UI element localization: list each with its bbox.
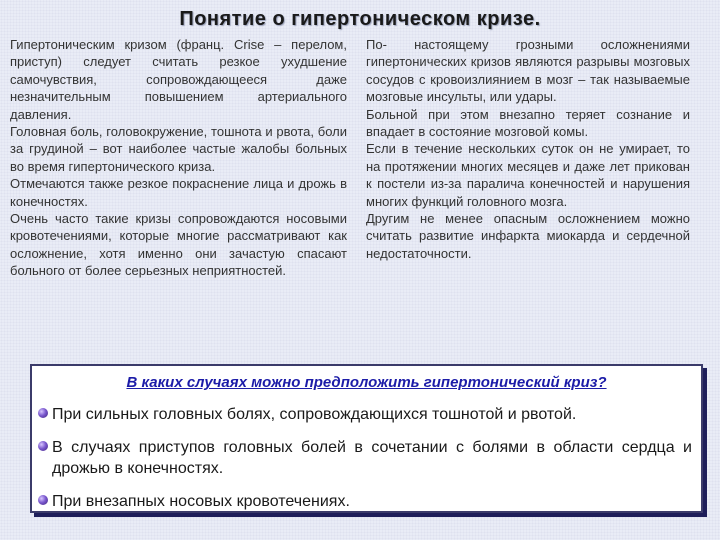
right-text-column: [366, 36, 690, 262]
list-item: [52, 404, 692, 425]
question-heading: В каких случаях можно предположить гипертонический криз?: [126, 374, 607, 391]
paragraph: Другим не менее опасным осложнением можно считать развитие инфаркта миокарда и сердечной недостаточности.: [366, 211, 690, 261]
paragraph: Больной при этом внезапно теряет сознание и впадает в состояние мозговой комы.: [366, 106, 690, 140]
paragraph: Гипертоническим кризом (франц. Crise – перелом, приступ) следует считать резкое ухудшение самочувствия, сопровождающееся даже незначительным повышением артериального давления.: [10, 37, 347, 122]
sphere-bullet-icon: [38, 441, 48, 451]
list-item: [52, 437, 692, 479]
paragraph: Если в течение нескольких суток он не умирает, то на протяжении многих месяцев и даже лет прикован к постели из-за паралича конечностей и нарушения многих функций головного мозга.: [366, 141, 690, 209]
left-text-column: [10, 36, 347, 280]
sphere-bullet-icon: [38, 495, 48, 505]
paragraph: Очень часто такие кризы сопровождаются носовыми кровотечениями, которые многие рассматривают как осложнение, хотя именно они зачастую спасают больного от более серьезных неприятностей.: [10, 211, 347, 279]
page-title: Понятие о гипертоническом кризе.: [179, 8, 541, 30]
list-item: [52, 491, 692, 512]
paragraph: По- настоящему грозными осложнениями гипертонических кризов являются разрывы мозговых сосудов с кровоизлиянием в мозг – так называемые мозговые инсульты, или удары.: [366, 37, 690, 105]
list-item-text: При сильных головных болях, сопровождающихся тошнотой и рвотой.: [52, 406, 577, 423]
sphere-bullet-icon: [38, 408, 48, 418]
paragraph: Головная боль, головокружение, тошнота и рвота, боли за грудиной – вот наиболее частые жалобы больных во время гипертонического криза.: [10, 124, 347, 174]
list-item-text: При внезапных носовых кровотечениях.: [52, 493, 350, 510]
paragraph: Отмечаются также резкое покраснение лица и дрожь в конечностях.: [10, 176, 347, 209]
list-item-text: В случаях приступов головных болей в сочетании с болями в области сердца и дрожью в конечностях.: [52, 439, 692, 477]
